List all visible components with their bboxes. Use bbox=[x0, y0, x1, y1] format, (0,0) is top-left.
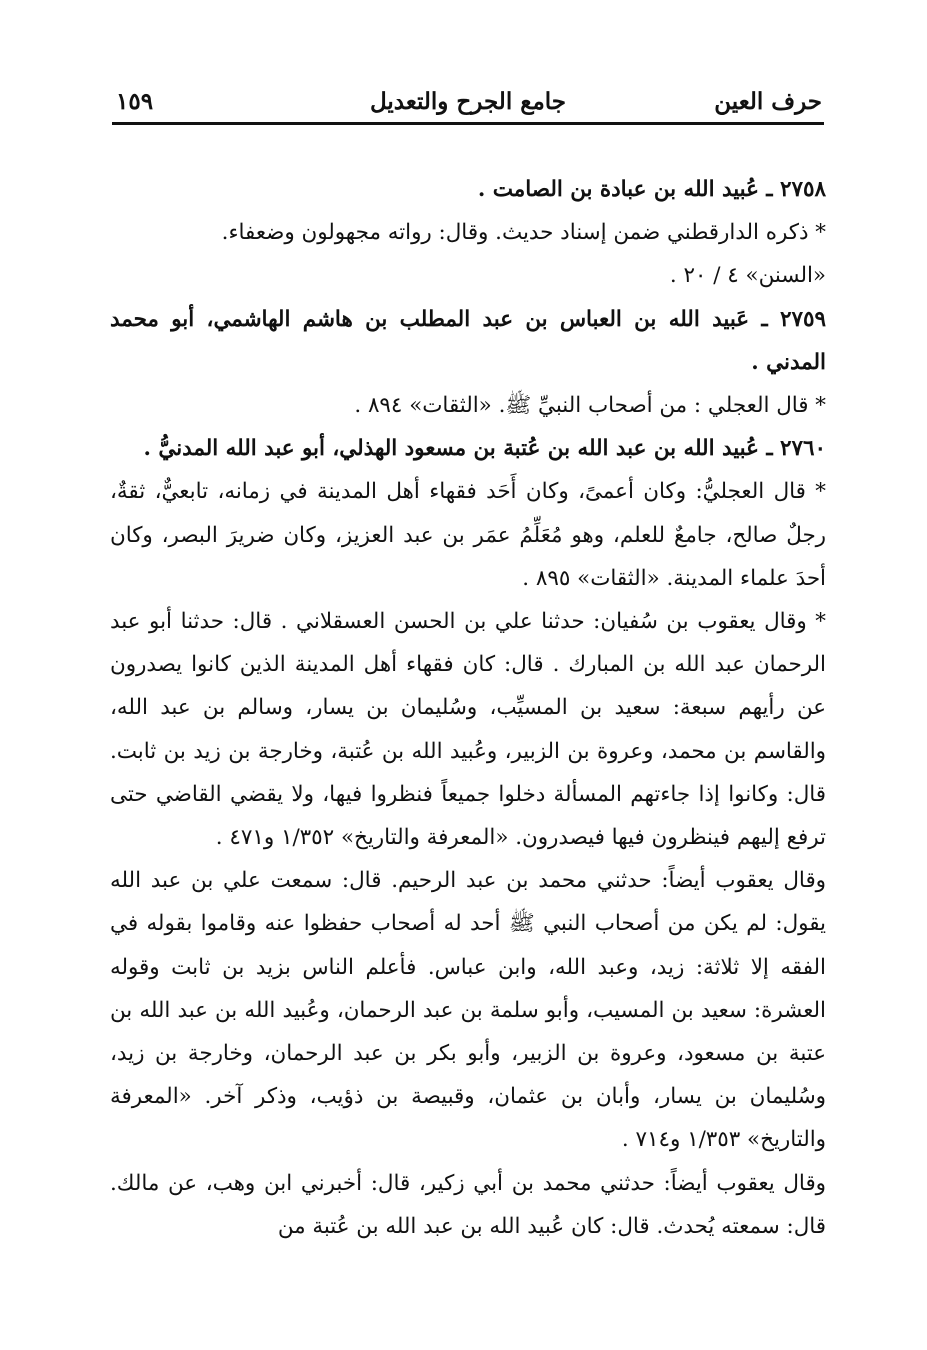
entry-2758-paragraph-1: * ذكره الدارقطني ضمن إسناد حديث. وقال: رواته مجهولون وضعفاء. bbox=[221, 220, 826, 246]
page-header bbox=[112, 82, 824, 125]
entry-2760-paragraph-2: * وقال يعقوب بن سُفيان: حدثنا علي بن الحسن العسقلاني . قال: حدثنا أبو عبد الرحمان عبد الله بن المبارك . قال: كان فقهاء أهل المدينة الذين كانوا يصدرون عن رأيهم سبعة: سعيد بن المسيِّب، وسُليمان بن يسار، وسالم بن عبد الله، والقاسم بن محمد، وعروة بن الزبير، وعُبيد الله بن عُتبة، وخارجة بن زيد بن ثابت. قال: وكانوا إذا جاءتهم المسألة دخلوا جميعاً فنظروا فيها، ولا يقضي القاضي حتى ترفع إليهم فينظرون فيها فيصدرون. «المعرفة والتاريخ» ١/٣٥٢ و٤٧١ . bbox=[110, 609, 826, 851]
entry-title-2760: ٢٧٦٠ ـ عُبيد الله بن عبد الله بن عُتبة بن مسعود الهذلي، أبو عبد الله المدنيُّ . bbox=[143, 436, 826, 462]
entry-title-2759: ٢٧٥٩ ـ عَبيد الله بن العباس بن عبد المطلب بن هاشم الهاشمي، أبو محمد المدني . bbox=[110, 306, 826, 375]
entry-2760-paragraph-3: وقال يعقوب أيضاً: حدثني محمد بن عبد الرحيم. قال: سمعت علي بن عبد الله يقول: لم يكن من أصحاب النبي ﷺ أحد له أصحاب حفظوا عنه وقاموا بقوله في الفقه إلا ثلاثة: زيد، وعبد الله، وابن عباس. فأعلم الناس بزيد بن ثابت وقوله العشرة: سعيد بن المسيب، وأبو سلمة بن عبد الرحمان، وعُبيد الله بن عبد الله بن عتبة بن مسعود، وعروة بن الزبير، وأبو بكر بن عبد الرحمان، وخارجة بن زيد، وسُليمان بن يسار، وأبان بن عثمان، وقبيصة بن ذؤيب، وذكر آخر. «المعرفة والتاريخ» ١/٣٥٣ و٧١٤ . bbox=[110, 868, 826, 1153]
entry-2760-paragraph-4: وقال يعقوب أيضاً: حدثني محمد بن أبي زكير، قال: أخبرني ابن وهب، عن مالك. قال: سمعته يُحدث. قال: كان عُبيد الله بن عبد الله بن عُتبة من bbox=[110, 1170, 826, 1239]
book-title: جامع الجرح والتعديل bbox=[369, 88, 567, 115]
entry-2760-paragraph-1: * قال العجليُّ: وكان أعمىً، وكان أَحَد فقهاء أهل المدينة في زمانه، تابعيٌّ، ثقةٌ، رجلٌ صالح، جامعٌ للعلم، وهو مُعَلِّمُ عمَر بن عبد العزيز، وكان ضريرَ البصر، وكان أحدَ علماء المدينة. «الثقات» ٨٩٥ . bbox=[110, 479, 826, 591]
page-body bbox=[110, 168, 826, 1248]
entry-title-2758: ٢٧٥٨ ـ عُبيد الله بن عبادة بن الصامت . bbox=[477, 177, 826, 202]
page-number: ١٥٩ bbox=[116, 88, 154, 115]
entry-2759-paragraph-1: * قال العجلي : من أصحاب النبيِّ ﷺ. «الثقات» ٨٩٤ . bbox=[354, 393, 826, 419]
section-title: حرف العين bbox=[714, 88, 822, 115]
entry-2758-citation: «السنن» ٤ / ٢٠ . bbox=[669, 263, 826, 289]
